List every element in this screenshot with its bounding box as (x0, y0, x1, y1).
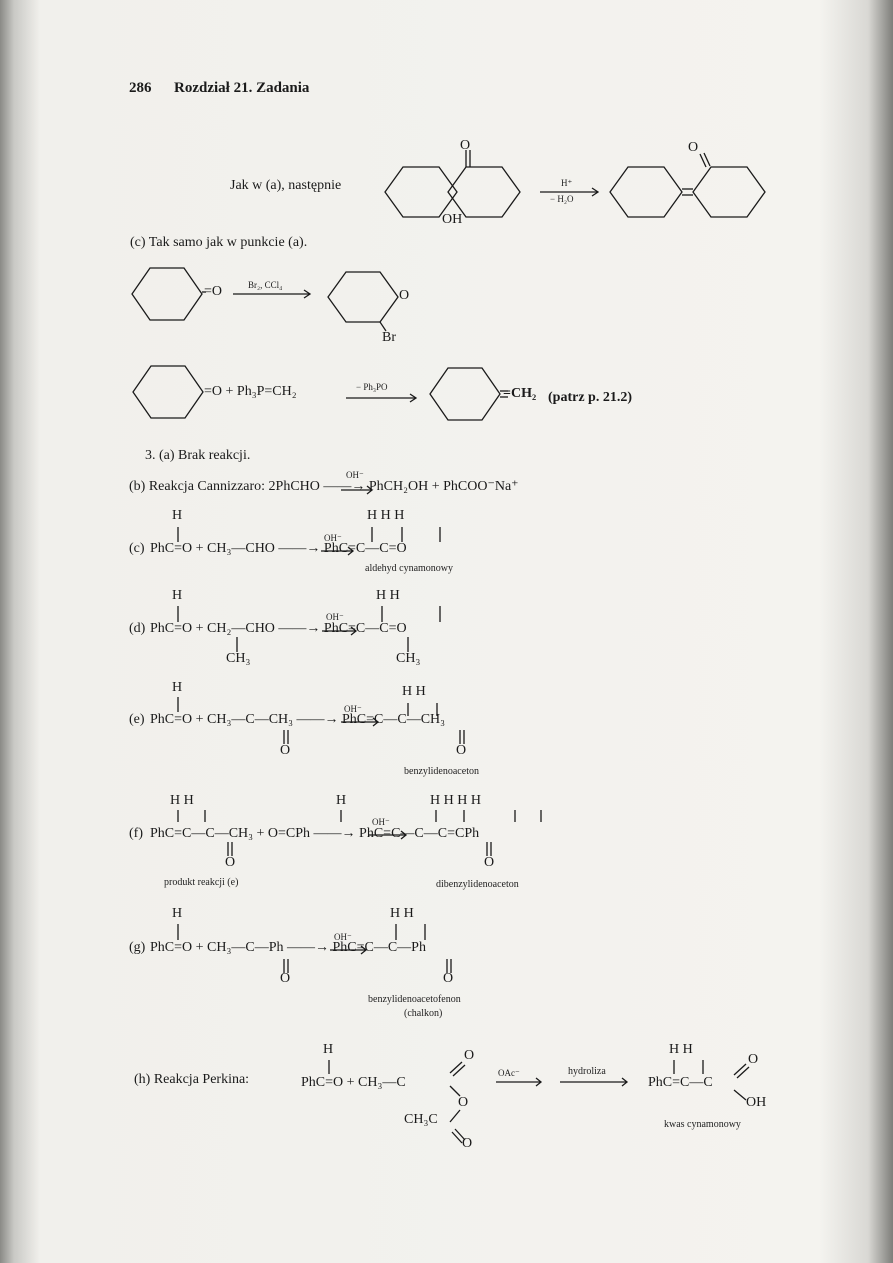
q3-a: 3. (a) Brak reakcji. (145, 448, 251, 463)
bromination-reagent: Br₂, CCl₄ (248, 280, 283, 290)
h-catalyst: OAc⁻ (498, 1068, 520, 1078)
d-bottom-right: CH₃ (396, 651, 421, 666)
h-oxygen-mid: O (458, 1095, 469, 1110)
g-top-left: H (172, 906, 183, 921)
f-label: (f) (129, 826, 143, 841)
hydroxyl-label: OH (442, 212, 463, 227)
f-top-2: H (336, 793, 347, 808)
h-label: (h) Reakcja Perkina: (134, 1072, 250, 1087)
cyclohexanone-ring (448, 167, 520, 217)
h-top-h: H (323, 1042, 334, 1057)
d-top-left: H (172, 588, 183, 603)
water-loss: − H₂O (550, 194, 574, 204)
product-oxygen: O (688, 140, 699, 155)
h-product-name: kwas cynamonowy (664, 1119, 741, 1130)
d-equation: PhC=O + CH₂—CHO ——→ PhC=C—C=O (150, 621, 407, 636)
f-top-1: H H (170, 793, 194, 808)
q3-b: (b) Reakcja Cannizzaro: 2PhCHO ——→ PhCH₂OH + PhCOO⁻Na⁺ (129, 479, 519, 494)
bromine-label: Br (382, 330, 396, 345)
f-oxygen-1: O (225, 855, 236, 870)
d-label: (d) (129, 621, 146, 636)
f-equation: PhC=C—C—CH₃ + O=CPh ——→ PhC=C—C—C=CPh (150, 826, 480, 841)
h-right-h: H H (669, 1042, 693, 1057)
c-line: (c) Tak samo jak w punkcie (a). (130, 235, 308, 250)
g-equation: PhC=O + CH₃—C—Ph ——→ PhC=C—C—Ph (150, 940, 426, 955)
h-hydrolysis: hydroliza (568, 1066, 606, 1077)
g-catalyst: OH⁻ (334, 932, 352, 942)
h-right-equation: PhC=C—C (648, 1075, 713, 1090)
g-label: (g) (129, 940, 146, 955)
f-top-3: H H H H (430, 793, 481, 808)
e-oxygen-2: O (456, 743, 467, 758)
h-right-oh: OH (746, 1095, 767, 1110)
h-oxygen-top: O (464, 1048, 475, 1063)
c-top-right: H H H (367, 508, 405, 523)
e-catalyst: OH⁻ (344, 704, 362, 714)
d-catalyst: OH⁻ (326, 612, 344, 622)
g-product-alias: (chalkon) (404, 1008, 443, 1019)
e-top-right: H H (402, 684, 426, 699)
ketone-oxygen: O (460, 138, 471, 153)
acid-catalyst: H⁺ (561, 178, 573, 188)
g-product-name: benzylidenoacetofenon (368, 994, 461, 1005)
intro-text: Jak w (a), następnie (230, 178, 342, 193)
f-reactant-name: produkt reakcji (e) (164, 877, 239, 888)
c-product-name: aldehyd cynamonowy (365, 563, 454, 574)
g-oxygen-2: O (443, 971, 454, 986)
cyclohexane-ring (385, 167, 457, 217)
e-top-left: H (172, 680, 183, 695)
h-ch3c: CH₃C (404, 1112, 438, 1127)
wittig-right: =CH₂ (503, 386, 537, 401)
c-catalyst: OH⁻ (324, 533, 342, 543)
page-number: 286 (129, 80, 152, 96)
e-oxygen-1: O (280, 743, 291, 758)
h-oxygen-bottom: O (462, 1136, 473, 1151)
d-top-right: H H (376, 588, 400, 603)
c-equation: PhC=O + CH₃—CHO ——→ PhC=C—C=O (150, 541, 407, 556)
f-catalyst: OH⁻ (372, 817, 390, 827)
e-label: (e) (129, 712, 145, 727)
q3-b-catalyst: OH⁻ (346, 470, 364, 480)
h-right-oxygen: O (748, 1052, 759, 1067)
wittig-note: (patrz p. 21.2) (548, 390, 632, 405)
c-label: (c) (129, 541, 145, 556)
f-product-name: dibenzylidenoaceton (436, 879, 519, 890)
e-equation: PhC=O + CH₃—C—CH₃ ——→ PhC=C—C—CH₃ (150, 712, 446, 727)
g-oxygen-1: O (280, 971, 291, 986)
g-top-right: H H (390, 906, 414, 921)
f-oxygen-2: O (484, 855, 495, 870)
bromination-left-O: =O (204, 284, 223, 299)
chapter-title: Rozdział 21. Zadania (174, 80, 310, 96)
wittig-left: =O + Ph₃P=CH₂ (204, 384, 297, 399)
d-bottom-left: CH₃ (226, 651, 251, 666)
wittig-reagent: − Ph₃PO (356, 382, 388, 392)
bromination-right-O: O (399, 288, 410, 303)
c-top-left: H (172, 508, 183, 523)
e-product-name: benzylidenoaceton (404, 766, 479, 777)
h-left-equation: PhC=O + CH₃—C (301, 1075, 406, 1090)
